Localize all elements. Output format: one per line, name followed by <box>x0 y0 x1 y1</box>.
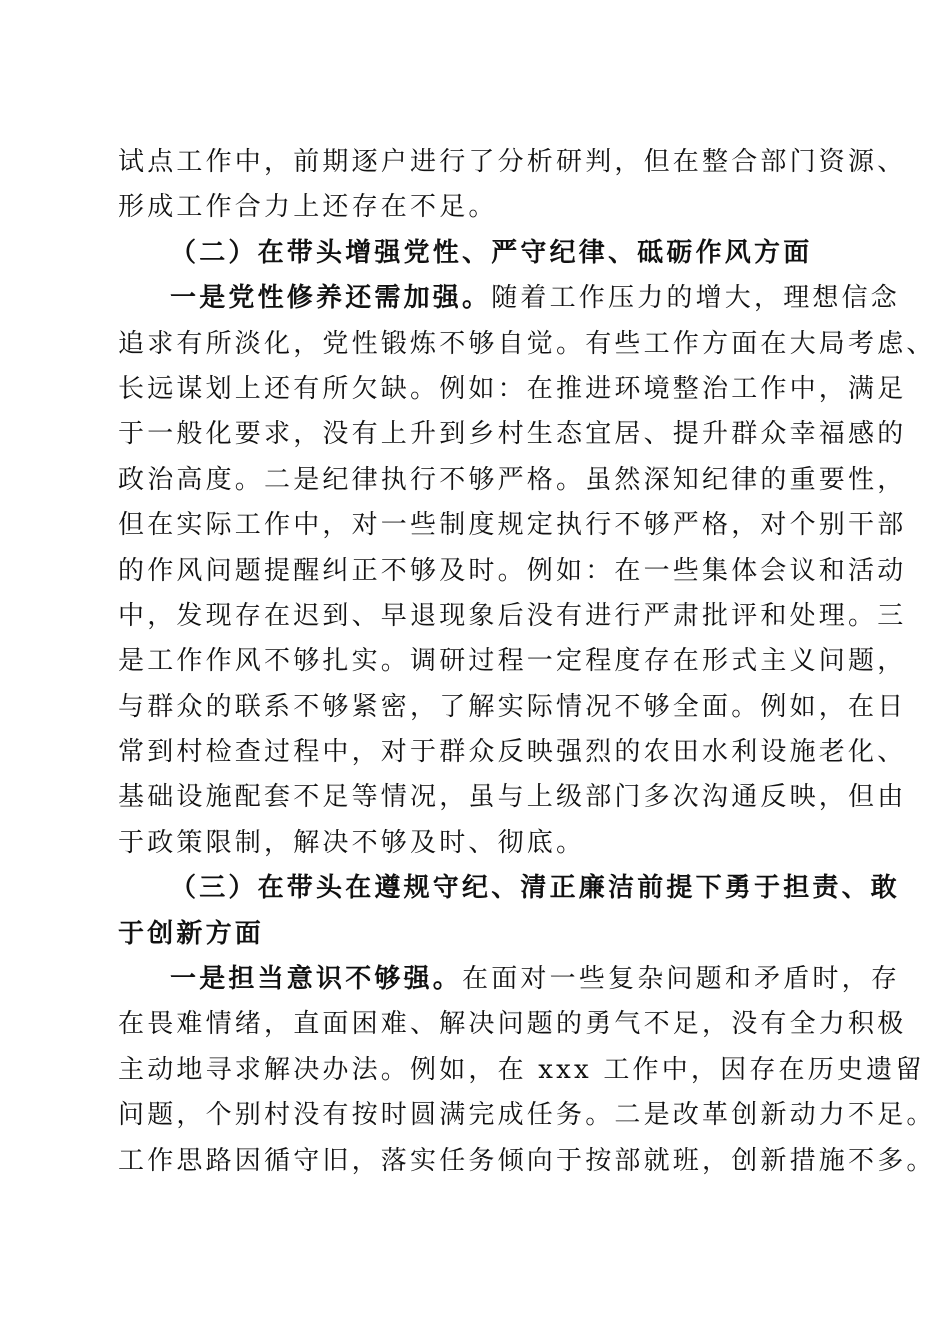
paragraph-line: 追求有所淡化，党性锻炼不够自觉。有些工作方面在大局考虑、 <box>118 328 936 359</box>
bold-lead: 一是担当意识不够强。 <box>170 964 463 995</box>
section-heading-3-cont: 于创新方面 <box>118 918 265 949</box>
paragraph-line: 与群众的联系不够紧密，了解实际情况不够全面。例如，在日 <box>118 691 907 722</box>
lead-rest: 在面对一些复杂问题和矛盾时，存 <box>462 964 901 995</box>
paragraph-line: 在畏难情绪，直面困难、解决问题的勇气不足，没有全力积极 <box>118 1009 907 1040</box>
paragraph-line: 于政策限制，解决不够及时、彻底。 <box>118 827 586 858</box>
paragraph-line: 试点工作中，前期逐户进行了分析研判，但在整合部门资源、 <box>118 147 907 177</box>
paragraph-line: 于一般化要求，没有上升到乡村生态宜居、提升群众幸福感的 <box>118 419 907 450</box>
paragraph-line: 形成工作合力上还存在不足。 <box>118 192 498 223</box>
paragraph-line: 但在实际工作中，对一些制度规定执行不够严格，对个别干部 <box>118 510 907 541</box>
paragraph-line: 中，发现存在迟到、早退现象后没有进行严肃批评和处理。三 <box>118 600 907 631</box>
paragraph-line: 工作思路因循守旧，落实任务倾向于按部就班，创新措施不多。 <box>118 1145 936 1176</box>
paragraph-line: 问题，个别村没有按时圆满完成任务。二是改革创新动力不足。 <box>118 1100 936 1131</box>
bold-lead: 一是党性修养还需加强。 <box>170 283 492 314</box>
paragraph-line: 基础设施配套不足等情况，虽与上级部门多次沟通反映，但由 <box>118 782 907 813</box>
paragraph-line: 是工作作风不够扎实。调研过程一定程度存在形式主义问题， <box>118 646 907 677</box>
paragraph-line <box>118 276 901 321</box>
paragraph-line <box>118 957 901 1002</box>
lead-rest: 随着工作压力的增大，理想信念 <box>491 283 901 314</box>
section-heading-3: （三）在带头在遵规守纪、清正廉洁前提下勇于担责、敢 <box>170 873 901 904</box>
paragraph-line: 主动地寻求解决办法。例如，在 xxx 工作中，因存在历史遗留 <box>118 1054 925 1085</box>
paragraph-line: 常到村检查过程中，对于群众反映强烈的农田水利设施老化、 <box>118 737 907 768</box>
document-page <box>118 140 936 1184</box>
paragraph-line: 的作风问题提醒纠正不够及时。例如：在一些集体会议和活动 <box>118 555 907 586</box>
paragraph-line: 政治高度。二是纪律执行不够严格。虽然深知纪律的重要性， <box>118 464 907 495</box>
paragraph-line: 长远谋划上还有所欠缺。例如：在推进环境整治工作中，满足 <box>118 373 907 404</box>
section-heading-2: （二）在带头增强党性、严守纪律、砥砺作风方面 <box>170 237 813 268</box>
